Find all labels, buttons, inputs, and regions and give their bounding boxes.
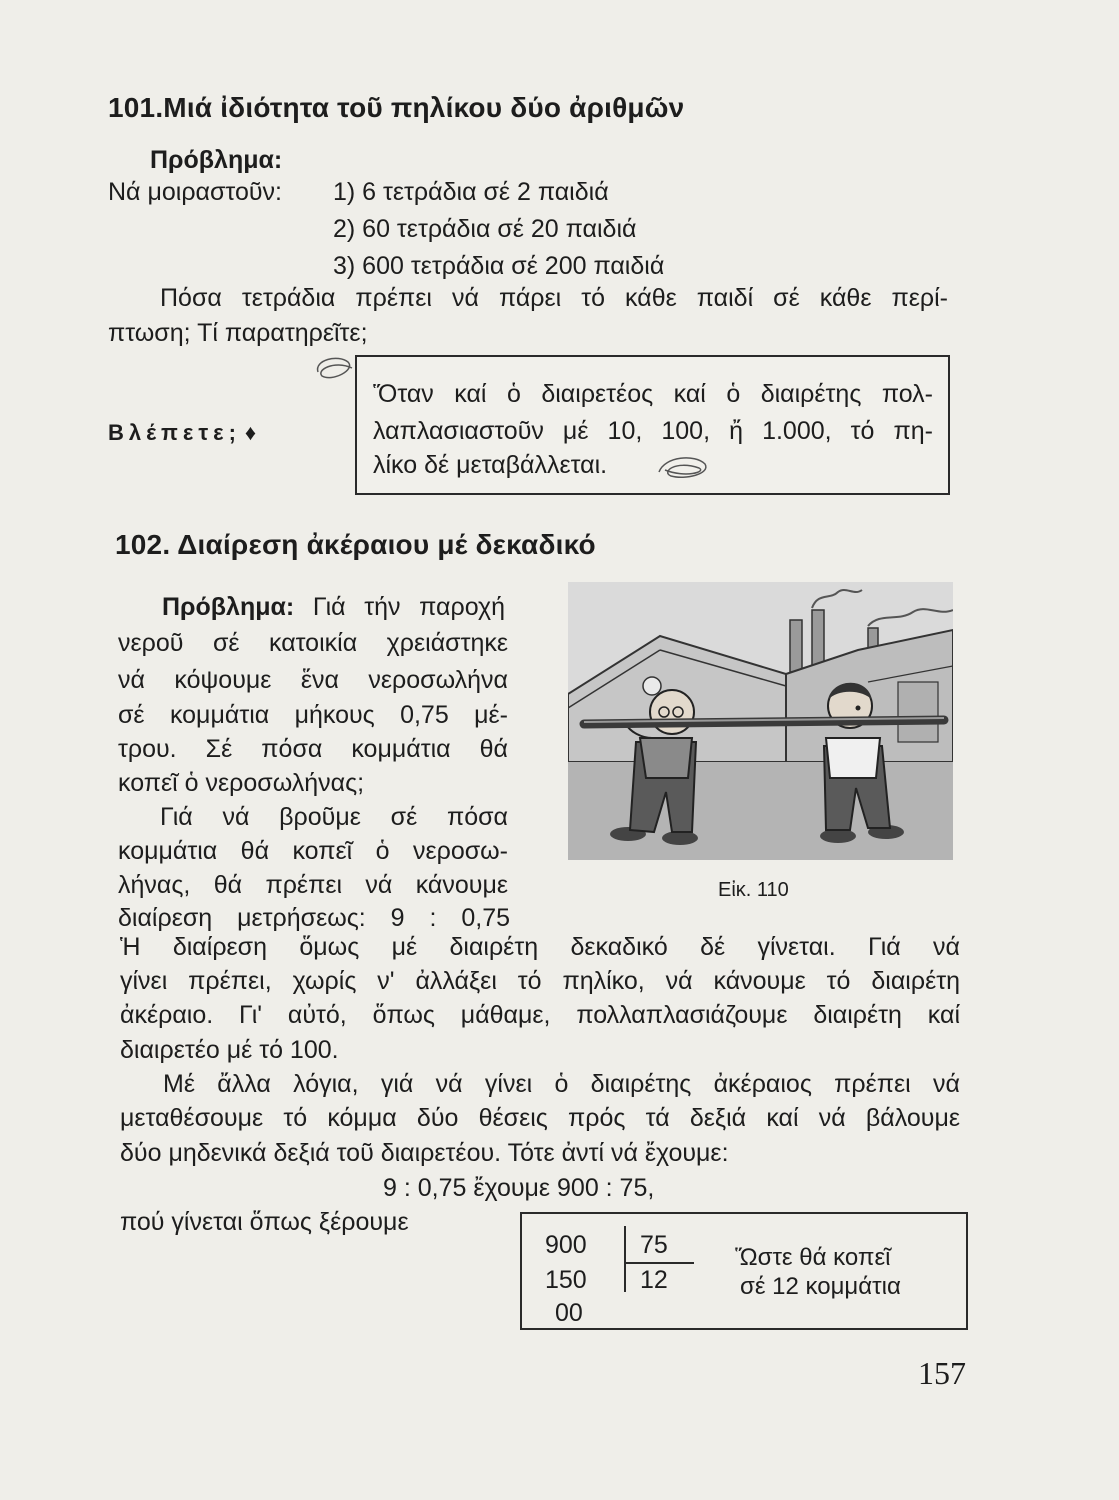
water-pipe: [584, 718, 944, 724]
rule-line: λαπλασιαστοῦν μέ 10, 100, ἤ 1.000, τό πη-: [373, 417, 933, 445]
rule-line: λίκο δέ μεταβάλλεται.: [373, 451, 608, 479]
problem-line: σέ κομμάτια μήκους 0,75 μέ-: [118, 701, 508, 729]
ball: [643, 677, 661, 695]
dividend: 900: [545, 1231, 587, 1259]
problem-text: Γιά τήν παροχή: [312, 593, 505, 621]
result-line: Ὥστε θά κοπεῖ: [735, 1244, 891, 1271]
problem-label: Πρόβλημα:: [150, 146, 283, 174]
problem-line: νεροῦ σέ κατοικία χρειάστηκε: [118, 629, 508, 657]
explanation-line: γίνει πρέπει, χωρίς ν' ἀλλάξει τό πηλίκο, νά κάνουμε τό διαιρέτη: [120, 967, 960, 995]
distribute-label: Νά μοιραστοῦν:: [108, 178, 282, 206]
explanation-line: διαιρετέο μέ τό 100.: [120, 1036, 339, 1064]
explanation-line: Μέ ἄλλα λόγια, γιά νά γίνει ὁ διαιρέτης ἀκέραιος πρέπει νά: [163, 1070, 960, 1098]
see-label-text: Βλέπετε;: [108, 420, 241, 445]
final-remainder: 00: [555, 1299, 583, 1327]
problem-line: λήνας, θά πρέπει νά κάνουμε: [118, 871, 508, 899]
page-number: 157: [918, 1355, 966, 1391]
workers-carrying-pipe-illustration: [568, 582, 953, 860]
problem-line: κοπεῖ ὁ νεροσωλήνας;: [118, 769, 365, 797]
explanation-line: ἀκέραιο. Γι' αὐτό, ὅπως μάθαμε, πολλαπλασιάζουμε διαιρέτη καί: [120, 1001, 960, 1029]
section-101-heading: 101.Μιά ἰδιότητα τοῦ πηλίκου δύο ἀριθμῶν: [108, 92, 685, 123]
pencil-scribble: [655, 450, 713, 484]
divisor: 75: [640, 1231, 668, 1259]
rule-line: Ὅταν καί ὁ διαιρετέος καί ὁ διαιρέτης πολ-: [373, 380, 933, 408]
problem-line: κομμάτια θά κοπεῖ ὁ νεροσω-: [118, 837, 508, 865]
ground: [568, 762, 953, 860]
explanation-line: δύο μηδενικά δεξιά τοῦ διαιρετέου. Τότε ἀντί νά ἔχουμε:: [120, 1139, 729, 1167]
case-1: 1) 6 τετράδια σέ 2 παιδιά: [333, 178, 609, 206]
partial-remainder: 150: [545, 1266, 587, 1294]
quotient: 12: [640, 1266, 668, 1294]
problem-line: διαίρεση μετρήσεως: 9 : 0,75: [118, 904, 510, 932]
section-102-heading: 102. Διαίρεση ἀκέραιου μέ δεκαδικό: [115, 529, 596, 560]
division-bar-horizontal: [624, 1262, 694, 1264]
division-bar-vertical: [624, 1226, 626, 1292]
rule-box: [355, 355, 950, 495]
problem-line: [162, 592, 505, 622]
diamond-bullet-icon: ♦: [244, 420, 257, 445]
pencil-scribble: [312, 352, 358, 386]
problem-label: Πρόβλημα:: [162, 593, 295, 621]
explanation-line: Ἡ διαίρεση ὅμως μέ διαιρέτη δεκαδικό δέ γίνεται. Γιά νά: [120, 933, 960, 961]
case-3: 3) 600 τετράδια σέ 200 παιδιά: [333, 252, 665, 280]
question-line: πτωση; Τί παρατηρεῖτε;: [108, 319, 368, 347]
case-2: 2) 60 τετράδια σέ 20 παιδιά: [333, 215, 637, 243]
figure-caption: Εἰκ. 110: [718, 879, 789, 901]
transform-line: 9 : 0,75 ἔχουμε 900 : 75,: [383, 1174, 655, 1202]
see-label: [108, 418, 256, 448]
problem-line: νά κόψουμε ἕνα νεροσωλήνα: [118, 666, 508, 694]
question-line: Πόσα τετράδια πρέπει νά πάρει τό κάθε παιδί σέ κάθε περί-: [160, 284, 948, 312]
explanation-line: μεταθέσουμε τό κόμμα δύο θέσεις πρός τά δεξιά καί νά βάλουμε: [120, 1104, 960, 1132]
long-division-box: [520, 1212, 968, 1330]
problem-line: τρου. Σέ πόσα κομμάτια θά: [118, 735, 508, 763]
computation-intro: πού γίνεται ὅπως ξέρουμε: [120, 1208, 409, 1236]
result-line: σέ 12 κομμάτια: [740, 1273, 901, 1300]
problem-line: Γιά νά βροῦμε σέ πόσα: [160, 803, 508, 831]
